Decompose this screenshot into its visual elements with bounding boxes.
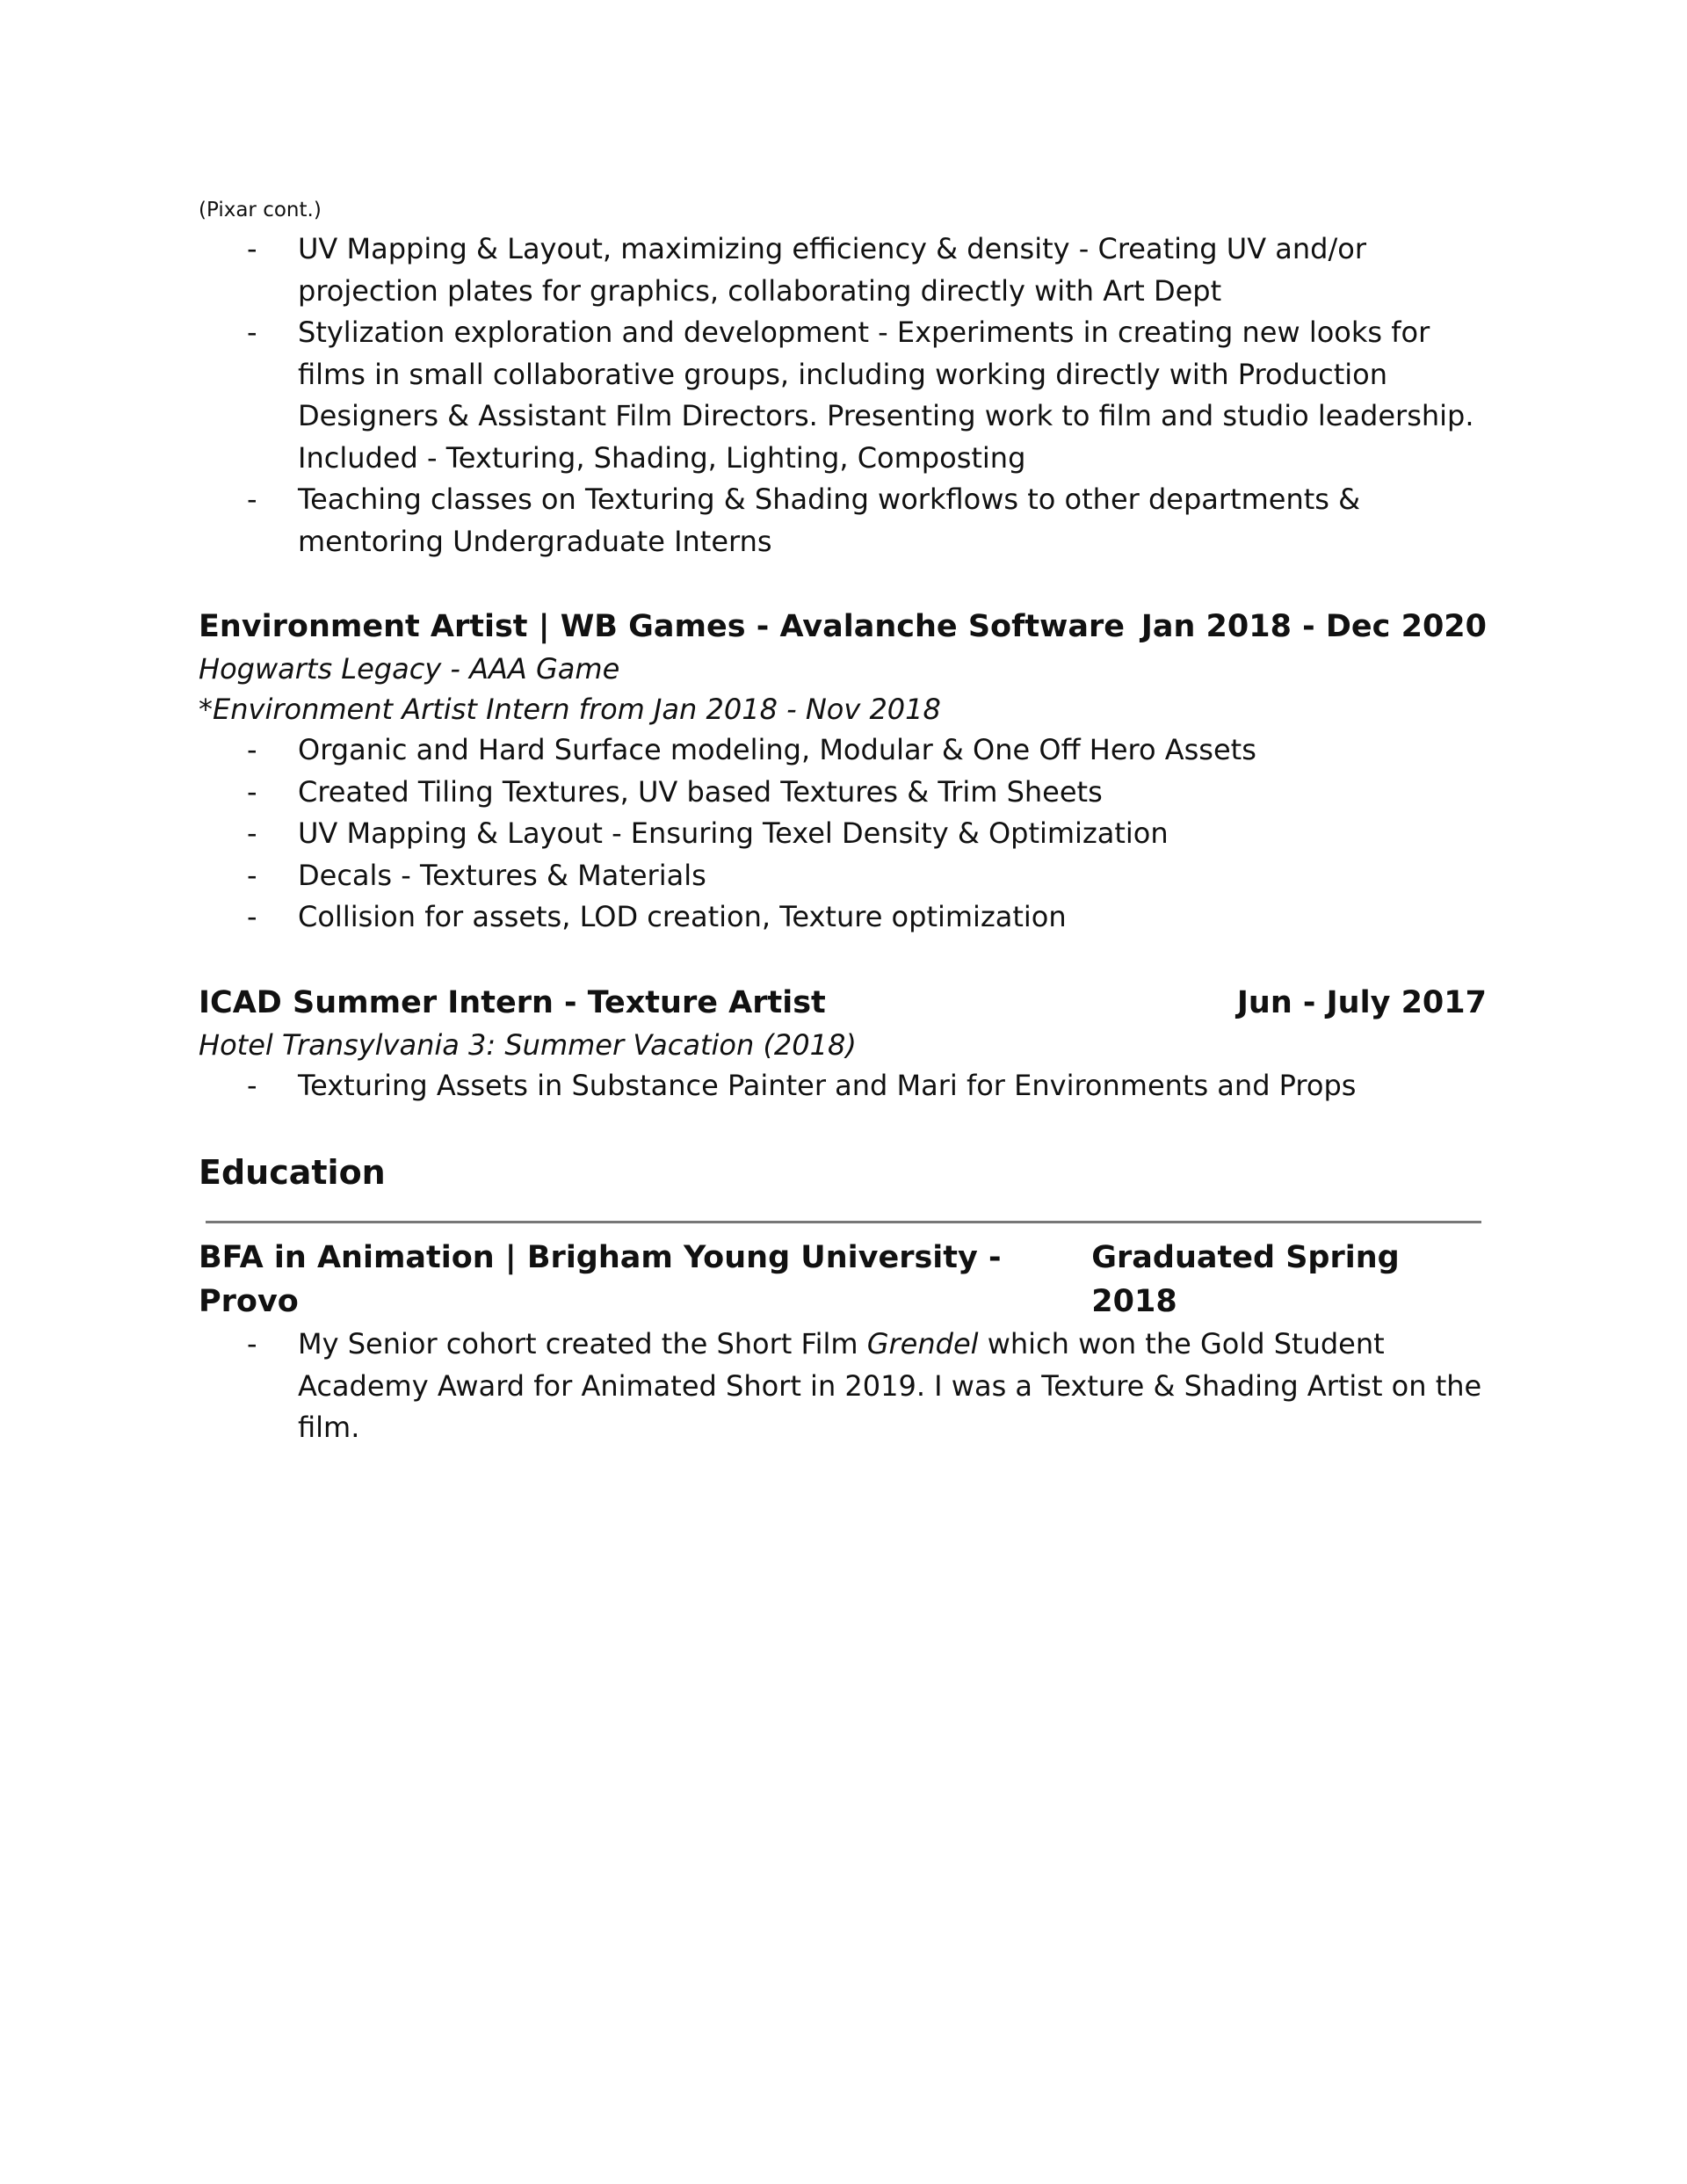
- list-item: [199, 772, 1487, 814]
- bullet-dash: -: [247, 733, 257, 766]
- job-title: Environment Artist | WB Games - Avalanche Software: [199, 609, 1125, 644]
- list-item: [199, 813, 1487, 855]
- job-wb-games: [199, 605, 1487, 939]
- continuation-note: (Pixar cont.): [199, 199, 322, 221]
- list-item: [199, 855, 1487, 897]
- education-bullet-list: [199, 1324, 1487, 1449]
- job-note: *Environment Artist Intern from Jan 2018 - Nov 2018: [199, 693, 941, 726]
- bullet-dash: -: [247, 816, 257, 850]
- job-project: Hotel Transylvania 3: Summer Vacation (2018): [199, 1027, 857, 1062]
- bullet-text: Decals - Textures & Materials: [298, 858, 706, 892]
- list-item: [199, 229, 1487, 312]
- bullet-text-before: My Senior cohort created the Short Film: [298, 1327, 867, 1360]
- job-bullet-list: [199, 1065, 1487, 1107]
- list-item: [199, 1324, 1487, 1449]
- bullet-text: Organic and Hard Surface modeling, Modular & One Off Hero Assets: [298, 733, 1256, 766]
- pixar-bullet-list: [199, 229, 1487, 562]
- bullet-text: Teaching classes on Texturing & Shading workflows to other departments & mentoring Undergraduate Interns: [298, 483, 1361, 558]
- film-title: Grendel: [866, 1327, 979, 1360]
- job-project: Hogwarts Legacy - AAA Game: [199, 652, 620, 686]
- graduation-date: Graduated Spring 2018: [1091, 1240, 1400, 1319]
- job-icad-intern: [199, 981, 1487, 1107]
- job-dates: Jun - July 2017: [1236, 984, 1487, 1020]
- bullet-dash: -: [247, 316, 257, 349]
- section-title-education: Education: [199, 1153, 386, 1192]
- bullet-dash: -: [247, 900, 257, 933]
- resume-page: [199, 197, 1487, 1449]
- section-divider: [206, 1221, 1481, 1223]
- job-dates: Jan 2018 - Dec 2020: [1140, 609, 1487, 644]
- education-header: [199, 1236, 1487, 1324]
- bullet-text: Stylization exploration and development - Experiments in creating new looks for films in small collaborative groups, including working directly with Production Designers & Assistant Film Directors. Presenting work to film and studio leadership. Included - Texturing, Shading, Lighting, Composting: [298, 316, 1474, 475]
- list-item: [199, 1065, 1487, 1107]
- bullet-dash: -: [247, 483, 257, 516]
- bullet-text: Collision for assets, LOD creation, Texture optimization: [298, 900, 1067, 933]
- job-header: [199, 605, 1487, 649]
- job-bullet-list: [199, 729, 1487, 939]
- list-item: [199, 312, 1487, 479]
- bullet-text: UV Mapping & Layout - Ensuring Texel Density & Optimization: [298, 816, 1169, 850]
- degree-title: BFA in Animation | Brigham Young University - Provo: [199, 1240, 1002, 1319]
- list-item: [199, 729, 1487, 772]
- bullet-text: UV Mapping & Layout, maximizing efficiency & density - Creating UV and/or projection plates for graphics, collaborating directly with Art Dept: [298, 232, 1366, 308]
- list-item: [199, 479, 1487, 562]
- bullet-dash: -: [247, 1068, 257, 1102]
- bullet-text: Texturing Assets in Substance Painter and Mari for Environments and Props: [298, 1068, 1357, 1102]
- bullet-dash: -: [247, 774, 257, 809]
- bullet-dash: -: [247, 1327, 257, 1360]
- job-header: [199, 981, 1487, 1025]
- bullet-dash: -: [247, 232, 257, 265]
- bullet-text-after: which won the Gold Student Academy Award for Animated Short in 2019. I was a Texture & Shading Artist on the film.: [298, 1327, 1482, 1444]
- job-title: ICAD Summer Intern - Texture Artist: [199, 984, 826, 1020]
- bullet-text: Created Tiling Textures, UV based Textures & Trim Sheets: [298, 774, 1103, 809]
- list-item: [199, 896, 1487, 939]
- bullet-dash: -: [247, 858, 257, 892]
